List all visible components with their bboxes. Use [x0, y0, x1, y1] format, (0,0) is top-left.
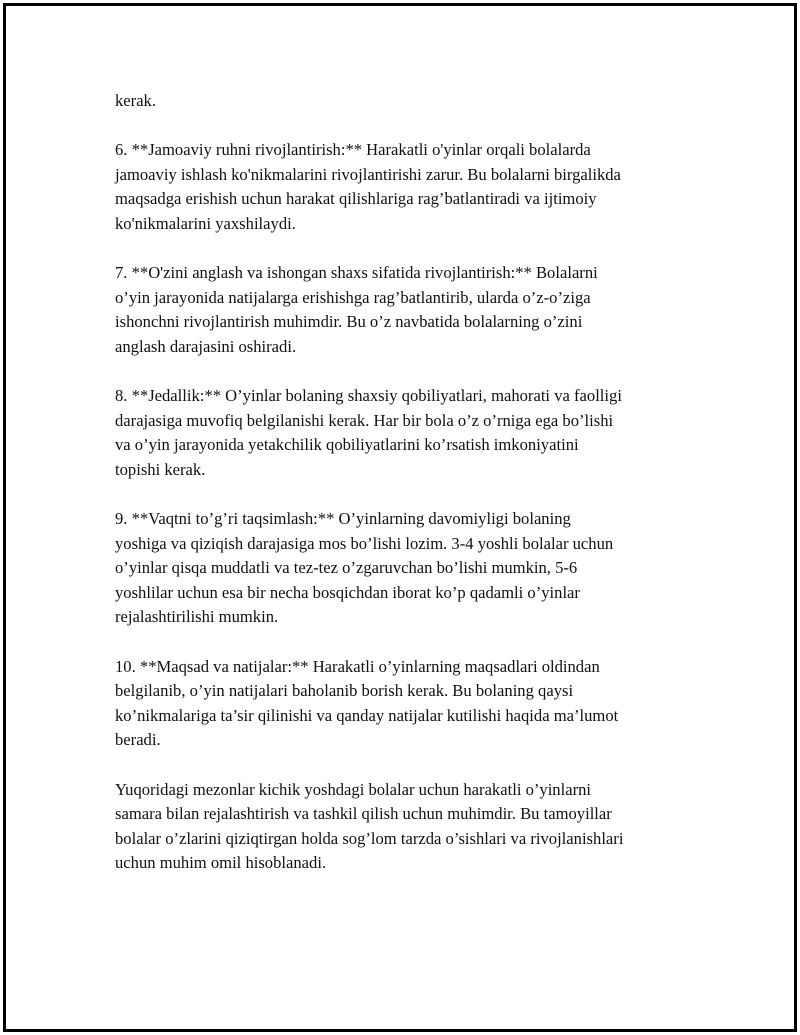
paragraph-conclusion: Yuqoridagi mezonlar kichik yoshdagi bolalar uchun harakatli o’yinlarni samara bilan rejalashtirish va tashkil qilish uchun muhimdir. Bu tamoyillar bolalar o’zlarini qiziqtirgan holda sog’lom tarzda o’sishlari va rivojlanishlari uchun muhim omil hisoblanadi. [115, 779, 624, 873]
paragraph-continuation: kerak. [115, 91, 156, 110]
paragraph-item-9: 9. **Vaqtni to’g’ri taqsimlash:** O’yinlarning davomiyligi bolaning yoshiga va qiziqish darajasiga mos bo’lishi lozim. 3-4 yoshli bolalar uchun o’yinlar qisqa muddatli va tez-tez o’zgaruvchan bo’lishi mumkin, 5-6 yoshlilar uchun esa bir necha bosqichdan iborat ko’p qadamli o’yinlar rejalashtirilishi mumkin. [115, 509, 614, 627]
paragraph-item-7: 7. **O'zini anglash va ishongan shaxs sifatida rivojlantirish:** Bolalarni o’yin jarayonida natijalarga erishishga rag’batlantirib, ularda o’z-o’ziga ishonchni rivojlantirish muhimdir. Bu o’z navbatida bolalarning o’zini anglash darajasini oshiradi. [115, 263, 598, 356]
paragraph-item-6: 6. **Jamoaviy ruhni rivojlantirish:** Harakatli o'yinlar orqali bolalarda jamoaviy ishlash ko'nikmalarini rivojlantirishi zarur. Bu bolalarni birgalikda maqsadga erishish uchun harakat qilishlariga rag’batlantiradi va ijtimoiy ko'nikmalarini yaxshilaydi. [115, 140, 621, 233]
paragraph-item-10: 10. **Maqsad va natijalar:** Harakatli o’yinlarning maqsadlari oldindan belgilanib, o’yin natijalari baholanib borish kerak. Bu bolaning qaysi ko’nikmalariga ta’sir qilinishi va qanday natijalar kutilishi haqida ma’lumot beradi. [115, 656, 619, 750]
paragraph-item-8: 8. **Jedallik:** O’yinlar bolaning shaxsiy qobiliyatlari, mahorati va faolligi darajasiga muvofiq belgilanishi kerak. Har bir bola o’z o’rniga ega bo’lishi va o’yin jarayonida yetakchilik qobiliyatlarini ko’rsatish imkoniyatini topishi kerak. [115, 386, 622, 479]
document-body [115, 89, 695, 901]
